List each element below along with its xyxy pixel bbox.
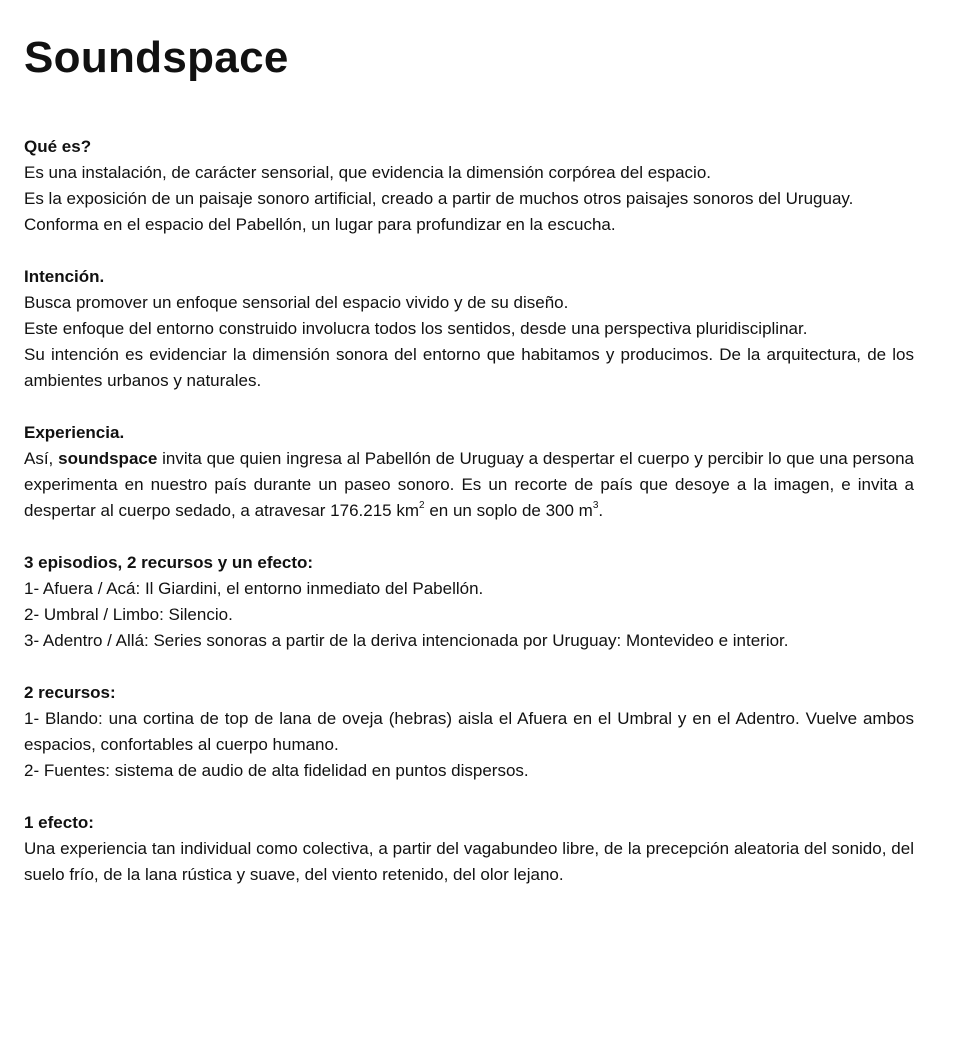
paragraph: Es la exposición de un paisaje sonoro artificial, creado a partir de muchos otros paisajes sonoros del Uruguay. — [24, 189, 854, 208]
list-item: 1- Afuera / Acá: Il Giardini, el entorno inmediato del Pabellón. — [24, 579, 484, 598]
superscript: 3 — [592, 500, 599, 512]
section-intencion — [24, 264, 914, 394]
section-que-es — [24, 134, 914, 238]
paragraph-text: Así, — [24, 449, 59, 468]
list-item: 2- Fuentes: sistema de audio de alta fidelidad en puntos dispersos. — [24, 761, 529, 780]
section-heading: 1 efecto: — [24, 813, 94, 832]
section-experiencia — [24, 420, 914, 524]
section-heading: 3 episodios, 2 recursos y un efecto: — [24, 553, 314, 572]
paragraph: Este enfoque del entorno construido involucra todos los sentidos, desde una perspectiva pluridisciplinar. — [24, 319, 808, 338]
list-item: 3- Adentro / Allá: Series sonoras a partir de la deriva intencionada por Uruguay: Montevideo e interior. — [24, 631, 789, 650]
paragraph: Conforma en el espacio del Pabellón, un lugar para profundizar en la escucha. — [24, 215, 616, 234]
paragraph — [24, 446, 914, 524]
section-heading: Experiencia. — [24, 423, 125, 442]
section-episodios — [24, 550, 914, 654]
paragraph: Su intención es evidenciar la dimensión sonora del entorno que habitamos y producimos. De la arquitectura, de los ambientes urbanos y naturales. — [24, 345, 914, 390]
paragraph: Busca promover un enfoque sensorial del espacio vivido y de su diseño. — [24, 293, 569, 312]
list-item: 1- Blando: una cortina de top de lana de oveja (hebras) aisla el Afuera en el Umbral y en el Adentro. Vuelve ambos espacios, confortables al cuerpo humano. — [24, 709, 914, 754]
list-item: 2- Umbral / Limbo: Silencio. — [24, 605, 233, 624]
paragraph-text: . — [598, 501, 604, 520]
superscript: 2 — [419, 500, 425, 512]
paragraph-text: en un soplo de 300 m — [424, 501, 593, 520]
section-heading: Qué es? — [24, 137, 92, 156]
paragraph: Una experiencia tan individual como colectiva, a partir del vagabundeo libre, de la precepción aleatoria del sonido, del suelo frío, de la lana rústica y suave, del viento retenido, del olor lejano. — [24, 839, 914, 884]
section-recursos — [24, 680, 914, 784]
bold-term: soundspace — [58, 449, 158, 468]
section-heading: Intención. — [24, 267, 105, 286]
section-heading: 2 recursos: — [24, 683, 116, 702]
section-efecto — [24, 810, 914, 888]
paragraph-text: invita que quien ingresa al Pabellón de Uruguay a despertar el cuerpo y percibir lo que una persona experimenta en nuestro país durante un paseo sonoro. Es un recorte de país que desoye a la imagen, e invita a despertar al cuerpo sedado, a atravesar 176.215 km — [24, 449, 914, 520]
page-title: Soundspace — [24, 33, 289, 82]
paragraph: Es una instalación, de carácter sensorial, que evidencia la dimensión corpórea del espacio. — [24, 163, 712, 182]
